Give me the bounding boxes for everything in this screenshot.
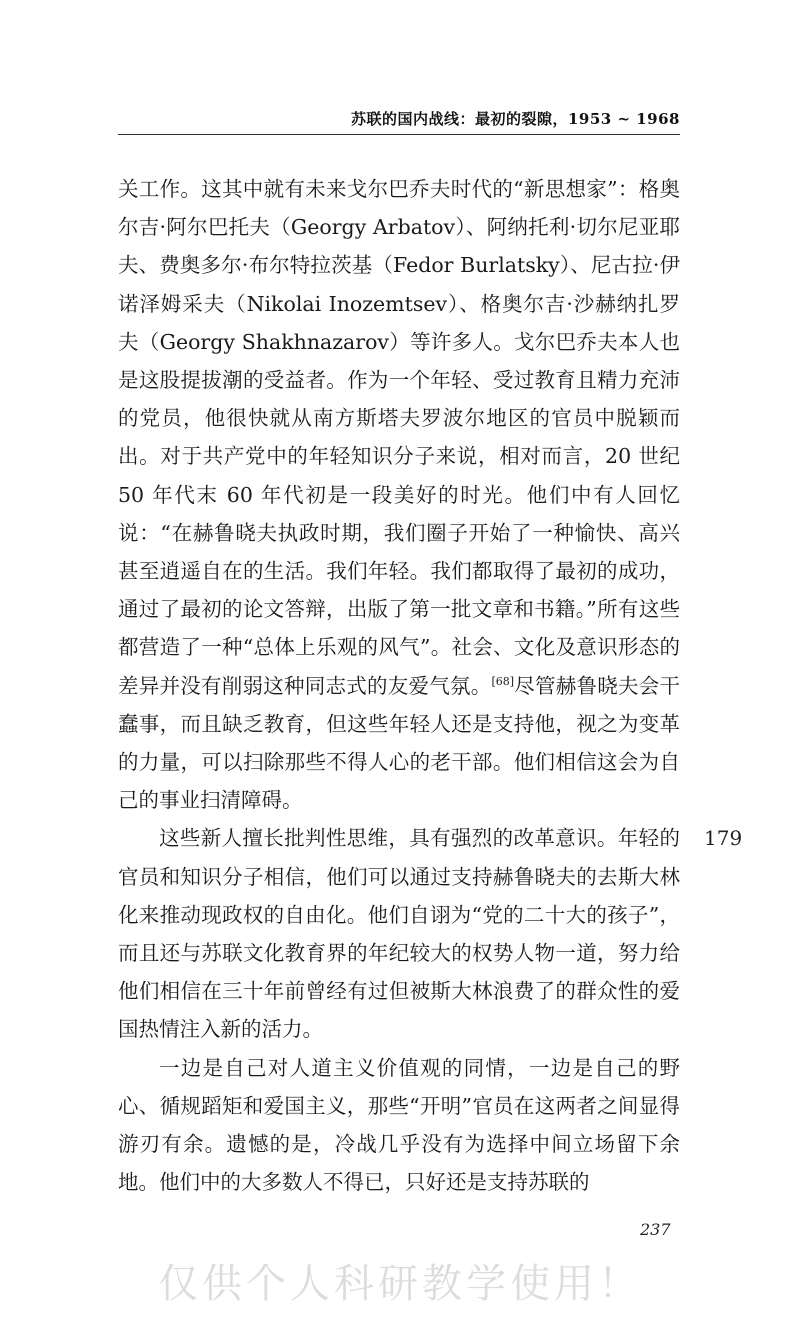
original-page-marker: 179 bbox=[704, 826, 743, 850]
body-text bbox=[118, 170, 680, 1201]
paragraph-1-part-b: 尽管赫鲁晓夫会干蠢事，而且缺乏教育，但这些年轻人还是支持他，视之为变革的力量，可以扫除那些不得人心的老干部。他们相信这会为自己的事业扫清障碍。 bbox=[118, 673, 681, 813]
header-rule bbox=[118, 134, 680, 135]
paragraph-3: 一边是自己对人道主义价值观的同情，一边是自己的野心、循规蹈矩和爱国主义，那些“开明”官员在这两者之间显得游刃有余。遗憾的是，冷战几乎没有为选择中间立场留下余地。他们中的大多数人不得已，只好还是支持苏联的 bbox=[118, 1055, 680, 1195]
running-header: 苏联的国内战线：最初的裂隙，1953 ~ 1968 bbox=[350, 110, 680, 128]
paragraph-2: 这些新人擅长批判性思维，具有强烈的改革意识。年轻的官员和知识分子相信，他们可以通过支持赫鲁晓夫的去斯大林化来推动现政权的自由化。他们自诩为“党的二十大的孩子”，而且还与苏联文化教育界的年纪较大的权势人物一道，努力给他们相信在三十年前曾经有过但被斯大林浪费了的群众性的爱国热情注入新的活力。 bbox=[118, 826, 680, 1042]
footnote-ref[interactable]: [68] bbox=[491, 674, 515, 688]
page-number: 237 bbox=[640, 1220, 671, 1239]
paragraph-1-part-a: 关工作。这其中就有未来戈尔巴乔夫时代的“新思想家”：格奥尔吉·阿尔巴托夫（Georgy Arbatov）、阿纳托利·切尔尼亚耶夫、费奥多尔·布尔特拉茨基（Fedor Burlatsky）、尼古拉·伊诺泽姆采夫（Nikolai Inozemtsev）、格奥尔吉·沙赫纳扎罗夫（Georgy Shakhnazarov）等许多人。戈尔巴乔夫本人也是这股提拔潮的受益者。作为一个年轻、受过教育且精力充沛的党员，他很快就从南方斯塔夫罗波尔地区的官员中脱颖而出。对于共产党中的年轻知识分子来说，相对而言，20 世纪 50 年代末 60 年代初是一段美好的时光。他们中有人回忆说：“在赫鲁晓夫执政时期，我们圈子开始了一种愉快、高兴甚至逍遥自在的生活。我们年轻。我们都取得了最初的成功，通过了最初的论文答辩，出版了第一批文章和书籍。”所有这些都营造了一种“总体上乐观的风气”。社会、文化及意识形态的差异并没有削弱这种同志式的友爱气氛。 bbox=[118, 177, 680, 698]
paragraph-1 bbox=[118, 170, 680, 819]
watermark: 仅供个人科研教学使用！ bbox=[158, 1261, 642, 1307]
